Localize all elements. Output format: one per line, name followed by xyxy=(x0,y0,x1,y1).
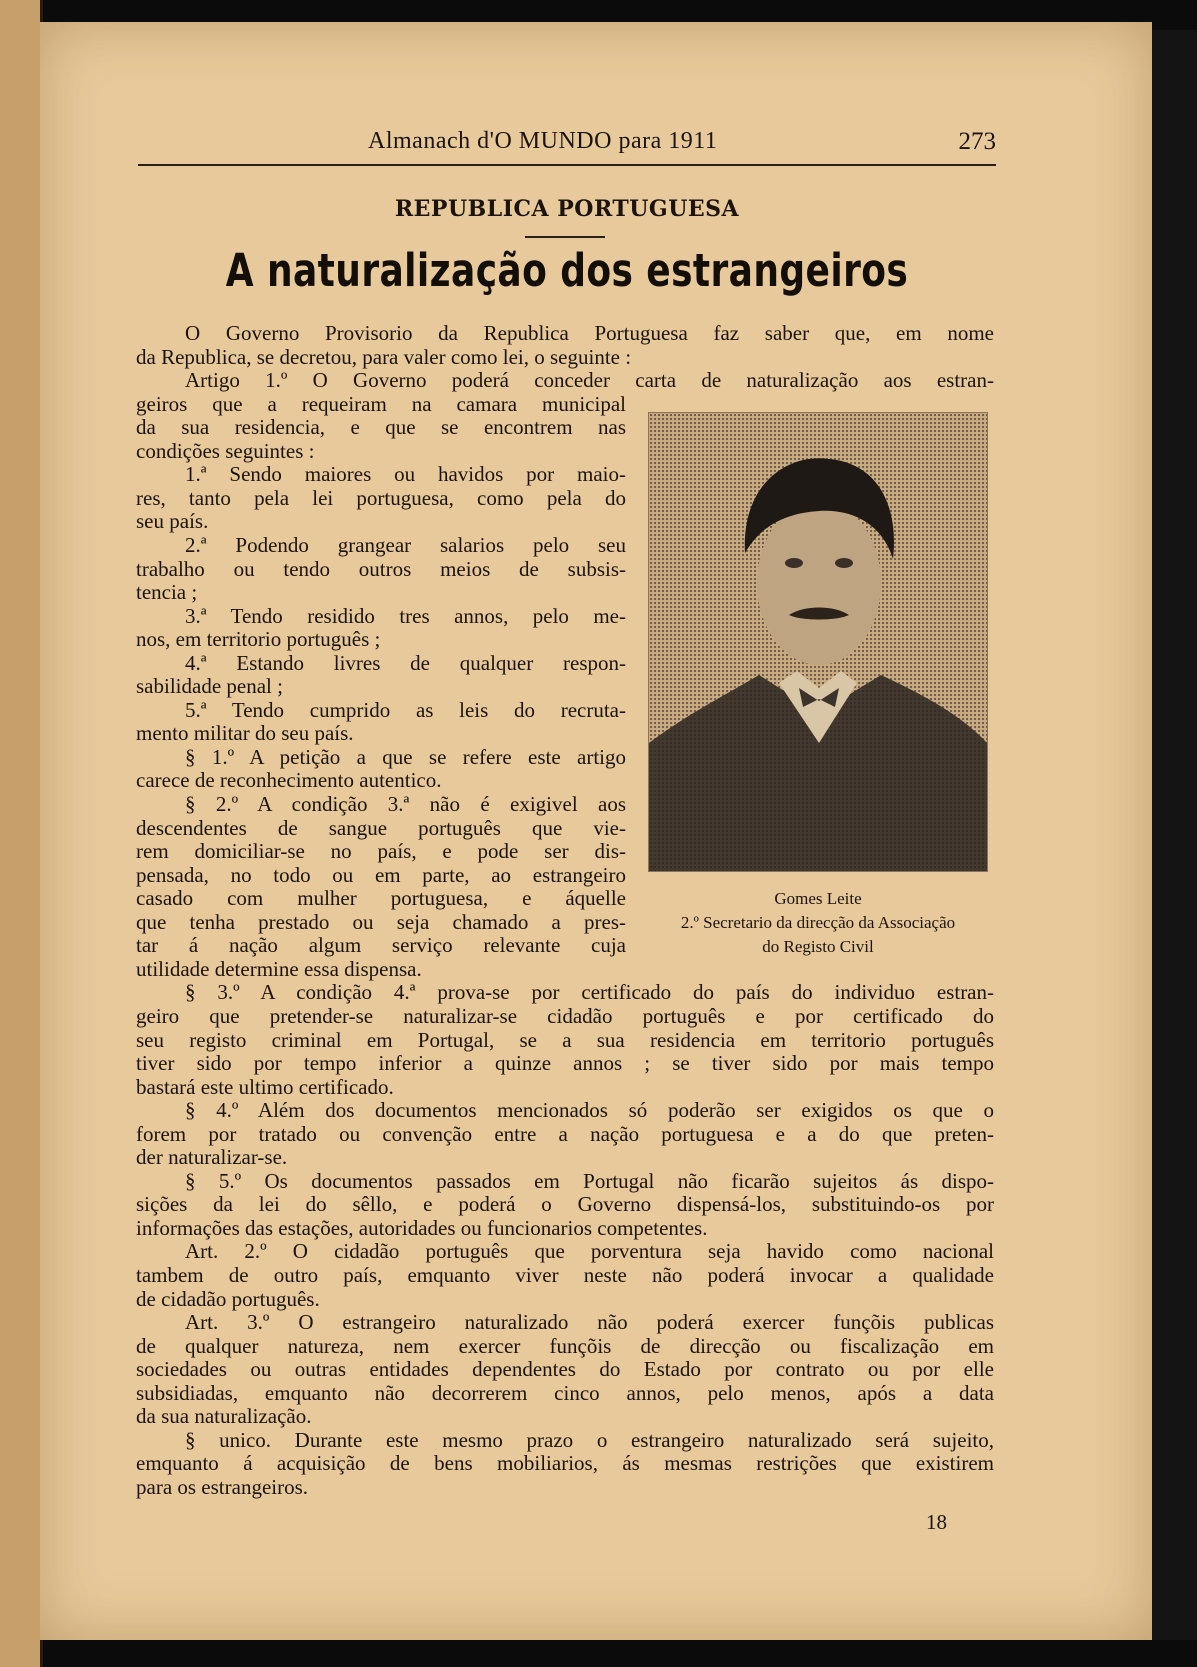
body-line: § 4.º Além dos documentos mencionados só poderão ser exigidos os que o xyxy=(185,1098,994,1122)
body-line: de cidadão português. xyxy=(136,1287,320,1311)
body-line: da Republica, se decretou, para valer como lei, o seguinte : xyxy=(136,345,632,369)
body-line: Artigo 1.º O Governo poderá conceder carta de naturalização aos estran- xyxy=(185,368,994,392)
book-spine-edge xyxy=(0,0,43,1667)
body-line: 5.ª Tendo cumprido as leis do recruta- xyxy=(185,698,626,722)
header-title: Almanach d'O MUNDO para 1911 xyxy=(368,128,718,154)
photo-caption-role: 2.º Secretario da direcção da Associação xyxy=(680,913,956,932)
body-line: 4.ª Estando livres de qualquer respon- xyxy=(185,651,626,675)
body-line: nos, em territorio português ; xyxy=(136,627,381,651)
body-line: der naturalizar-se. xyxy=(136,1145,288,1169)
body-line: res, tanto pela lei portuguesa, como pela do xyxy=(136,486,626,510)
body-line: da sua naturalização. xyxy=(136,1404,312,1428)
body-line: que tenha prestado ou seja chamado a pres- xyxy=(136,910,626,934)
body-line: Art. 2.º O cidadão português que porventura seja havido como nacional xyxy=(185,1239,994,1263)
body-line: § unico. Durante este mesmo prazo o estrangeiro naturalizado será sujeito, xyxy=(185,1428,994,1452)
body-line: rem domiciliar-se no país, e pode ser dis- xyxy=(136,839,626,863)
photo-caption-name: Gomes Leite xyxy=(774,889,862,908)
body-line: 2.ª Podendo grangear salarios pelo seu xyxy=(185,533,626,557)
body-line: sociedades ou outras entidades dependentes do Estado por contrato ou por elle xyxy=(136,1357,994,1381)
body-line: seu registo criminal em Portugal, se a sua residencia em territorio português xyxy=(136,1028,994,1052)
signature-mark: 18 xyxy=(926,1510,947,1534)
running-header xyxy=(138,128,996,166)
body-line: trabalho ou tendo outros meios de subsis- xyxy=(136,557,626,581)
body-line: pensada, no todo ou em parte, ao estrangeiro xyxy=(136,863,626,887)
body-line: de qualquer natureza, nem exercer funçõis de direcção ou fiscalização em xyxy=(136,1334,994,1358)
body-line: § 2.º A condição 3.ª não é exigivel aos xyxy=(185,792,626,816)
body-line: casado com mulher portuguesa, e áquelle xyxy=(136,886,626,910)
body-line: O Governo Provisorio da Republica Portuguesa faz saber que, em nome xyxy=(185,321,994,345)
body-line: § 5.º Os documentos passados em Portugal não ficarão sujeitos ás dispo- xyxy=(185,1169,994,1193)
body-line: carece de reconhecimento autentico. xyxy=(136,768,442,792)
portrait-photo xyxy=(648,412,988,872)
body-line: condições seguintes : xyxy=(136,439,315,463)
body-line: sições da lei do sêllo, e poderá o Governo dispensá-los, substituindo-os por xyxy=(136,1192,994,1216)
body-line: mento militar do seu país. xyxy=(136,721,354,745)
body-line: utilidade determine essa dispensa. xyxy=(136,957,422,981)
body-line: para os estrangeiros. xyxy=(136,1475,309,1499)
page-right-shadow xyxy=(1152,30,1197,1640)
body-line: sabilidade penal ; xyxy=(136,674,283,698)
article-headline: A naturalização dos estrangeiros xyxy=(225,244,909,297)
body-line: tencia ; xyxy=(136,580,198,604)
body-line: tiver sido por tempo inferior a quinze annos ; se tiver sido por mais tempo xyxy=(136,1051,994,1075)
body-line: forem por tratado ou convenção entre a nação portuguesa e a do que preten- xyxy=(136,1122,994,1146)
photo-caption-org: do Registo Civil xyxy=(762,937,874,956)
body-line: seu país. xyxy=(136,509,209,533)
portrait-figure xyxy=(649,413,987,871)
body-line: emquanto á acquisição de bens mobiliarios, ás mesmas restrições que existirem xyxy=(136,1451,994,1475)
kicker-rule xyxy=(525,236,605,238)
body-line: tar á nação algum serviço relevante cuja xyxy=(136,933,626,957)
body-line: informações das estações, autoridades ou funcionarios competentes. xyxy=(136,1216,708,1240)
body-line: da sua residencia, e que se encontrem nas xyxy=(136,415,626,439)
body-line: § 3.º A condição 4.ª prova-se por certificado do país do individuo estran- xyxy=(185,980,994,1004)
body-line: descendentes de sangue português que vie- xyxy=(136,816,626,840)
body-line: 3.ª Tendo residido tres annos, pelo me- xyxy=(185,604,626,628)
body-line: 1.ª Sendo maiores ou havidos por maio- xyxy=(185,462,626,486)
page-number: 273 xyxy=(958,128,996,155)
body-line: subsidiadas, emquanto não decorrerem cinco annos, pelo menos, após a data xyxy=(136,1381,994,1405)
body-line: geiros que a requeiram na camara municipal xyxy=(136,392,626,416)
body-line: tambem de outro país, emquanto viver neste não poderá invocar a qualidade xyxy=(136,1263,994,1287)
body-line: bastará este ultimo certificado. xyxy=(136,1075,394,1099)
section-kicker: REPUBLICA PORTUGUESA xyxy=(394,196,740,222)
body-line: Art. 3.º O estrangeiro naturalizado não poderá exercer funçõis publicas xyxy=(185,1310,994,1334)
body-line: geiro que pretender-se naturalizar-se cidadão português e por certificado do xyxy=(136,1004,994,1028)
body-line: § 1.º A petição a que se refere este artigo xyxy=(185,745,626,769)
